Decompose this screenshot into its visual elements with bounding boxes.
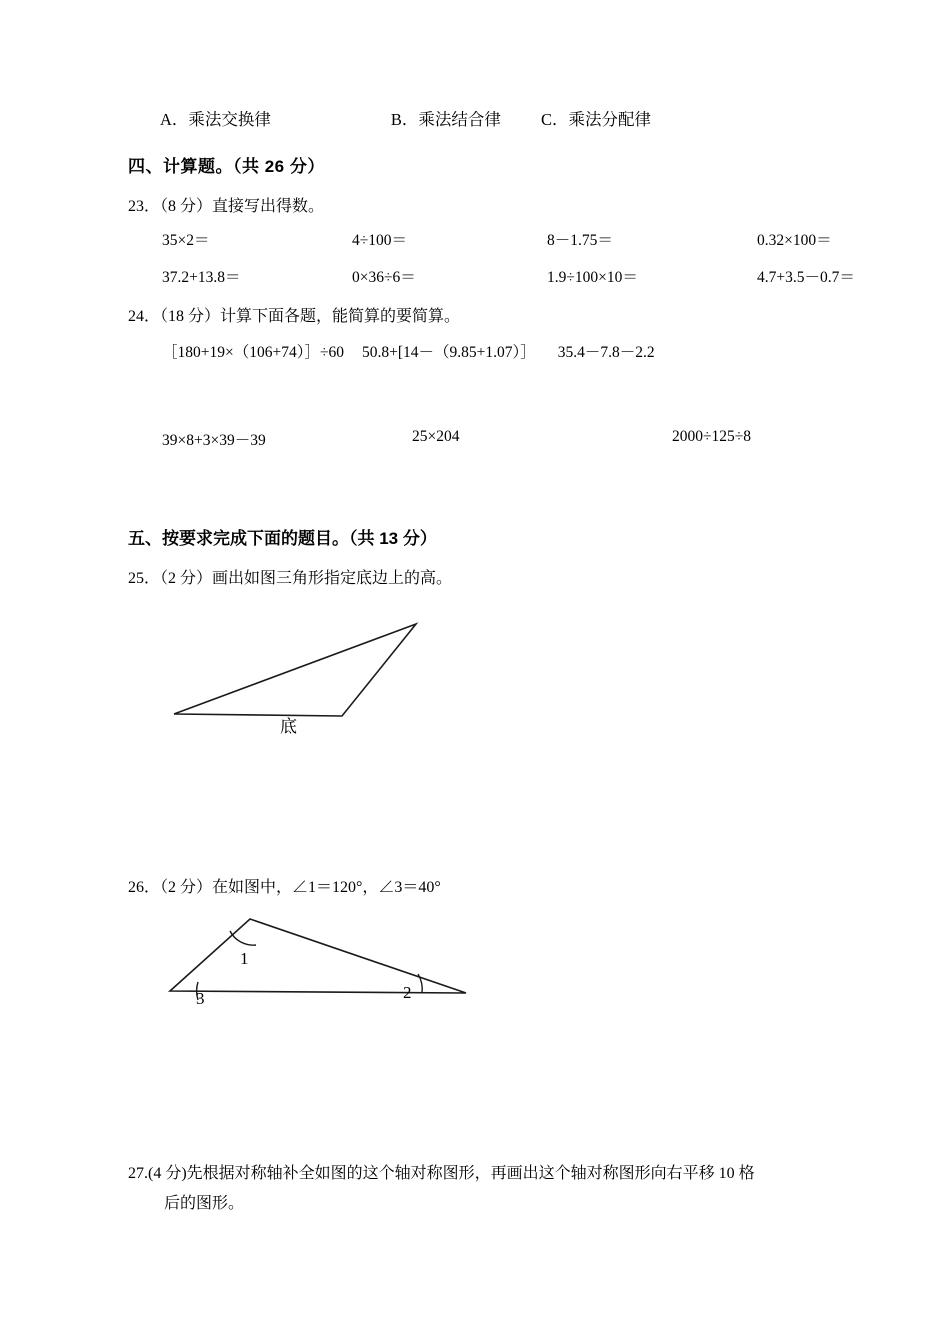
q24-expression: 39×8+3×39－39: [162, 432, 266, 449]
question-25-label: 25．（2 分）画出如图三角形指定底边上的高。: [128, 570, 453, 587]
question-27-line-1: 27.(4 分)先根据对称轴补全如图的这个轴对称图形，再画出这个轴对称图形向右平移 10 格: [128, 1165, 755, 1182]
question-27-line-2: 后的图形。: [164, 1195, 245, 1213]
q24-expression: ［180+19×（106+74）］÷60: [162, 344, 344, 361]
question-23-items: [128, 228, 855, 287]
choice-option-b: B．乘法结合律: [390, 110, 501, 129]
question-26-figure: [128, 911, 822, 1041]
angle-label-2: 2: [403, 983, 412, 1002]
q24-expression: 2000÷125÷8: [672, 428, 752, 445]
q23-item: 4÷100＝: [352, 232, 408, 249]
triangle-figure-25: [164, 594, 584, 744]
q23-item: 8－1.75＝: [547, 232, 613, 249]
q24-expression: 25×204: [412, 428, 460, 445]
q23-item: 1.9÷100×10＝: [547, 269, 638, 286]
question-25-figure: [128, 594, 822, 754]
angle-label-3: 3: [196, 989, 205, 1008]
triangle-base-label: 底: [280, 717, 297, 736]
choice-option-a: A．乘法交换律: [160, 110, 271, 129]
question-24-row-1: [128, 340, 822, 362]
choice-option-c: C．乘法分配律: [540, 110, 651, 129]
question-24-label: 24．（18 分）计算下面各题，能简算的要简算。: [128, 308, 461, 325]
section-5-heading: 五、按要求完成下面的题目。（共 13 分）: [128, 529, 437, 548]
triangle-figure-26: [164, 911, 584, 1031]
q23-item: 37.2+13.8＝: [162, 269, 241, 286]
question-24-row-2: [128, 428, 822, 450]
q24-expression: 35.4－7.8－2.2: [557, 344, 655, 361]
angle-label-1: 1: [240, 949, 249, 968]
q23-item: 0.32×100＝: [757, 232, 832, 249]
q23-item: 4.7+3.5－0.7＝: [757, 269, 855, 286]
choice-options-row: [128, 106, 822, 130]
question-27: [128, 1159, 822, 1220]
q23-item: 0×36÷6＝: [352, 269, 416, 286]
q24-expression: 50.8+[14－（9.85+1.07）］: [361, 344, 536, 361]
question-23-label: 23．（8 分）直接写出得数。: [128, 198, 325, 215]
section-4-heading: 四、计算题。（共 26 分）: [128, 157, 325, 176]
q23-item: 35×2＝: [162, 232, 210, 249]
question-26-label: 26．（2 分）在如图中，∠1＝120°，∠3＝40°: [128, 879, 441, 896]
